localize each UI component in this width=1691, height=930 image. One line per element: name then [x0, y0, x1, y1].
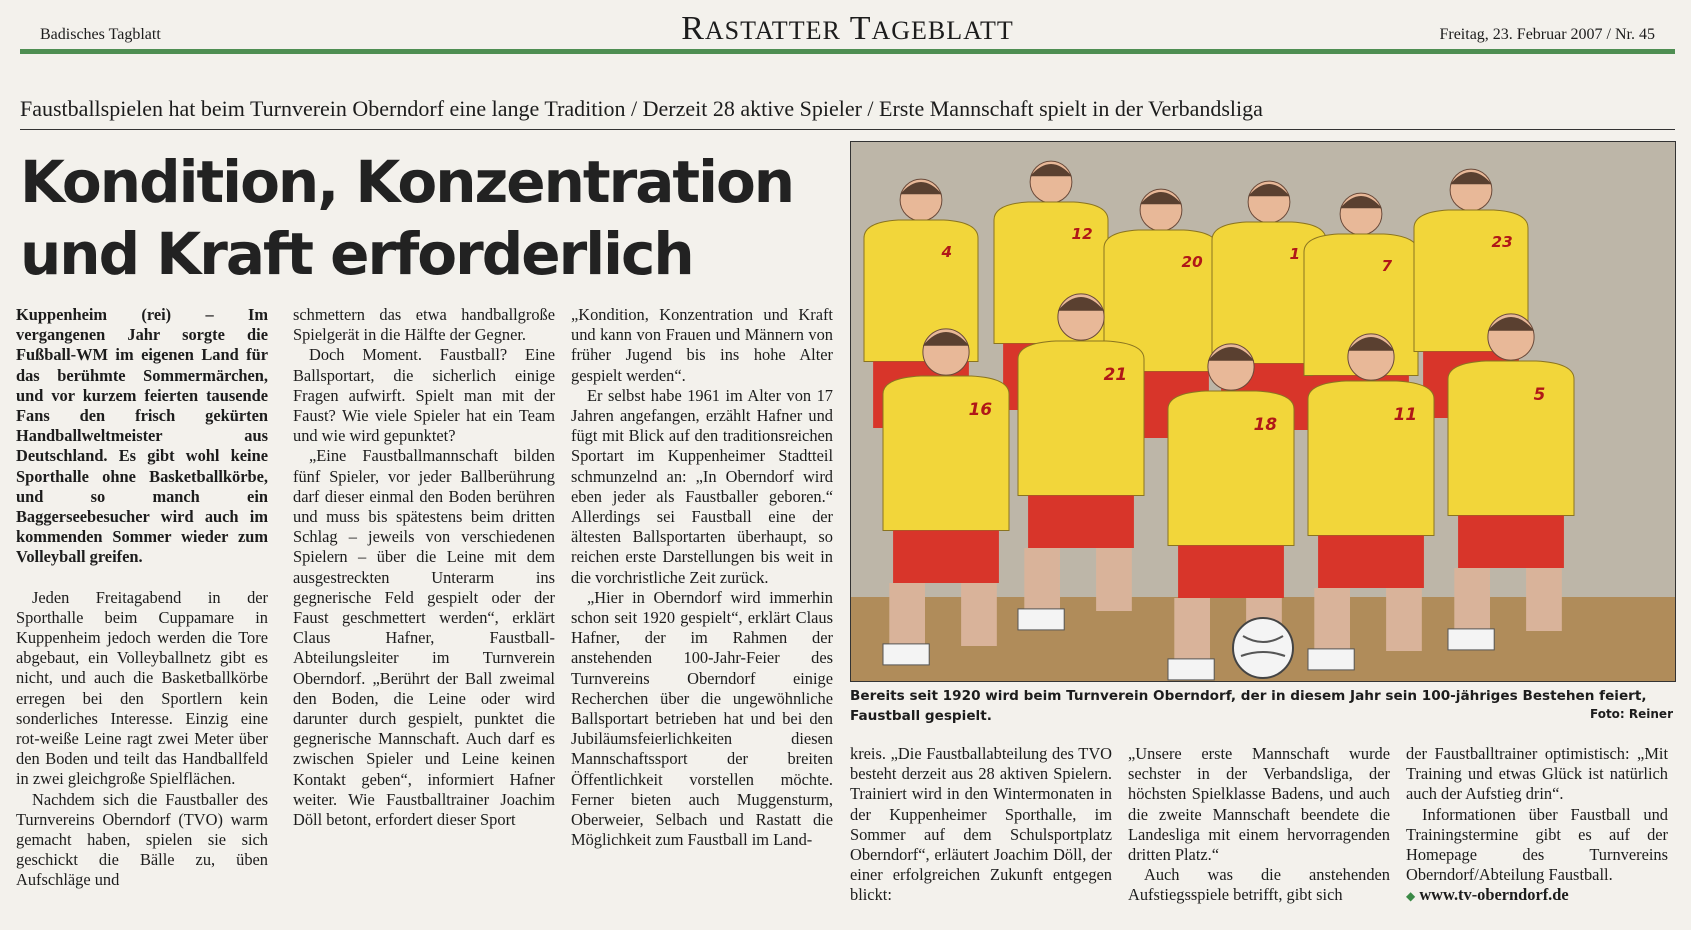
faustball-ball: [1233, 618, 1293, 678]
lead-paragraph: Kuppenheim (rei) – Im vergangenen Jahr sorgte die Fußball-WM im eigenen Land für das berühmte Sommermärchen, und vor kurzem feierten tausende Fans den frisch gekürten Handballweltmeister aus Deutschland. Es gibt wohl keine Sporthalle ohne Basketballkörbe, und so manch ein Baggerseebesucher wird auch im kommenden Sommer wieder zum Volleyball greifen.: [16, 305, 268, 567]
masthead-rule: [20, 49, 1675, 54]
newspaper-title: [20, 10, 1675, 48]
jersey-number: 7: [1381, 257, 1393, 275]
player-shoe: [883, 644, 929, 665]
jersey-number: 16: [968, 399, 993, 419]
jersey-number: 1: [1289, 245, 1301, 263]
title-rest-astatter: ASTATTER: [704, 16, 841, 45]
title-initial-t: T: [849, 10, 872, 47]
text-column-6: [1406, 744, 1668, 907]
player-leg: [1454, 568, 1490, 631]
player-shorts: [893, 531, 999, 584]
diamond-bullet-icon: ◆: [1406, 889, 1416, 904]
player-shoe: [1168, 659, 1214, 680]
photo-caption: Bereits seit 1920 wird beim Turnverein Oberndorf, der in diesem Jahr sein 100-jähriges Bestehen feiert, Faustball gespielt.: [850, 688, 1647, 724]
kicker-rule: [20, 129, 1675, 130]
player-shoe: [1018, 609, 1064, 630]
paragraph: Nachdem sich die Faustballer des Turnvereins Oberndorf (TVO) warm gemacht haben, spielen sie sich geschickt die Bälle zu, üben Aufschläge und: [16, 789, 268, 890]
team-photo-illustration: [851, 142, 1675, 681]
jersey-number: 4: [941, 243, 953, 261]
player-leg: [889, 583, 925, 646]
paragraph: „Unsere erste Mannschaft wurde sechster in der Verbandsliga, der höchsten Spielklasse Badens, und auch die zweite Mannschaft beendete die Landesliga mit einem hervorragenden dritten Platz.“: [1128, 744, 1390, 865]
player-shorts: [1178, 546, 1284, 599]
headline-line-2: und Kraft erforderlich: [20, 220, 693, 288]
player-leg: [1174, 598, 1210, 661]
text-column-1: [16, 305, 268, 891]
paragraph: „Kondition, Konzentration und Kraft und kann von Frauen und Männern von früher Jugend bis ins hohe Alter gespielt werden“.: [571, 305, 833, 385]
title-initial-r: R: [681, 10, 705, 47]
title-rest-ageblatt: AGEBLATT: [871, 16, 1014, 45]
jersey-number: 11: [1393, 404, 1418, 424]
team-photo: [850, 141, 1676, 682]
website-line: [1406, 885, 1668, 906]
paragraph: der Faustballtrainer optimistisch: „Mit Training und etwas Glück ist natürlich auch der Aufstieg drin“.: [1406, 744, 1668, 804]
player-leg: [1386, 588, 1422, 651]
player-shorts: [1458, 516, 1564, 569]
paragraph: kreis. „Die Faustballabteilung des TVO besteht derzeit aus 28 aktiven Spielern. Trainiert wird in den Wintermonaten in der Kuppenheimer Sporthalle, im Sommer auf dem Schulsportplatz Oberndorf“, erläutert Joachim Döll, der einer erfolgreichen Zukunft entgegen blickt:: [850, 744, 1112, 905]
masthead: [20, 8, 1675, 52]
player-shoe: [1448, 629, 1494, 650]
jersey-number: 23: [1491, 233, 1513, 251]
player-leg: [961, 583, 997, 646]
player-leg: [1526, 568, 1562, 631]
player-shorts: [1028, 496, 1134, 549]
jersey-number: 21: [1103, 364, 1128, 384]
player-leg: [1314, 588, 1350, 651]
headline: [20, 146, 850, 290]
paragraph: Auch was die anstehenden Aufstiegsspiele betrifft, gibt sich: [1128, 865, 1390, 905]
player-leg: [1024, 548, 1060, 611]
jersey-number: 20: [1181, 253, 1203, 271]
paragraph: Jeden Freitagabend in der Sporthalle beim Cuppamare in Kuppenheim jedoch werden die Tore abgebaut, ein Volleyballnetz gibt es nicht, und auch die Basketballkörbe erregen bei den Sportlern kein sonderliches Interesse. Einzig eine rot-weiße Leine ragt zwei Meter über den Boden und teilt das Handballfeld in zwei gleichgroße Spielflächen.: [16, 587, 268, 789]
publication-name: Badisches Tagblatt: [40, 26, 161, 43]
text-column-3: [571, 305, 833, 850]
player-shorts: [1318, 536, 1424, 589]
paragraph: schmettern das etwa handballgroße Spielgerät in die Hälfte der Gegner.: [293, 305, 555, 345]
text-column-2: [293, 305, 555, 830]
paragraph: „Eine Faustballmannschaft bilden fünf Spieler, vor jeder Ballberührung darf dieser einmal den Boden berühren und muss bis spätestens beim dritten Schlag – jeweils von verschiedenen Spielern – über die Leine mit dem ausgestreckten Unterarm ins gegnerische Feld gespielt oder der Faust geschmettert werden“, erklärt Claus Hafner, Faustball-Abteilungsleiter im Turnverein Oberndorf. „Berührt der Ball zweimal den Boden, die Leine oder wird darunter durch gespielt, punktet die gegnerische Mannschaft. Auch darf es zwischen Spieler und Leine keinen Kontakt geben“, informiert Hafner weiter. Wie Faustballtrainer Joachim Döll betont, erfordert dieser Sport: [293, 446, 555, 830]
jersey-number: 5: [1533, 384, 1546, 404]
issue-date: Freitag, 23. Februar 2007 / Nr. 45: [1439, 26, 1655, 43]
photo-credit: Foto: Reiner: [1589, 707, 1673, 721]
paragraph: Doch Moment. Faustball? Eine Ballsportart, die sicherlich einige Fragen aufwirft. Spielt man mit der Faust? Wie viele Spieler hat ein Team und wie wird gepunktet?: [293, 345, 555, 446]
paragraph: Informationen über Faustball und Trainingstermine gibt es auf der Homepage des Turnvereins Oberndorf/Abteilung Faustball.: [1406, 804, 1668, 885]
jersey-number: 18: [1253, 414, 1278, 434]
headline-line-1: Kondition, Konzentration: [20, 148, 794, 216]
text-column-4: [850, 744, 1112, 906]
text-column-5: [1128, 744, 1390, 906]
kicker: Faustballspielen hat beim Turnverein Oberndorf eine lange Tradition / Derzeit 28 aktive Spieler / Erste Mannschaft spielt in der Verbandsliga: [20, 96, 1263, 121]
paragraph: Er selbst habe 1961 im Alter von 17 Jahren angefangen, erzählt Hafner und fügt mit Blick auf den traditionsreichen Sportart im Kuppenheimer Stadtteil schmunzelnd an: „In Oberndorf wird eben jeder als Faustballer geboren.“ Allerdings sei Faustball eine der ältesten Ballsportarten überhaupt, so reichen erste Darstellungen bis weit in die vorchristliche Zeit zurück.: [571, 385, 833, 587]
paragraph: „Hier in Oberndorf wird immerhin schon seit 1920 gespielt“, erklärt Claus Hafner, der im Rahmen der anstehenden 100-Jahr-Feier des Turnvereins Oberndorf einige Recherchen über die ungewöhnliche Ballsportart betrieben hat und bei den Jubiläumsfeierlichkeiten diesen Mannschaftssport der breiten Öffentlichkeit vorstellen möchte. Ferner bieten auch Muggensturm, Oberweier, Selbach und Rastatt die Möglichkeit zum Faustball im Land-: [571, 587, 833, 850]
player-leg: [1096, 548, 1132, 611]
player-jersey: [1448, 361, 1574, 516]
jersey-number: 12: [1071, 225, 1093, 243]
player-shoe: [1308, 649, 1354, 670]
website-link[interactable]: www.tv-oberndorf.de: [1419, 885, 1569, 905]
